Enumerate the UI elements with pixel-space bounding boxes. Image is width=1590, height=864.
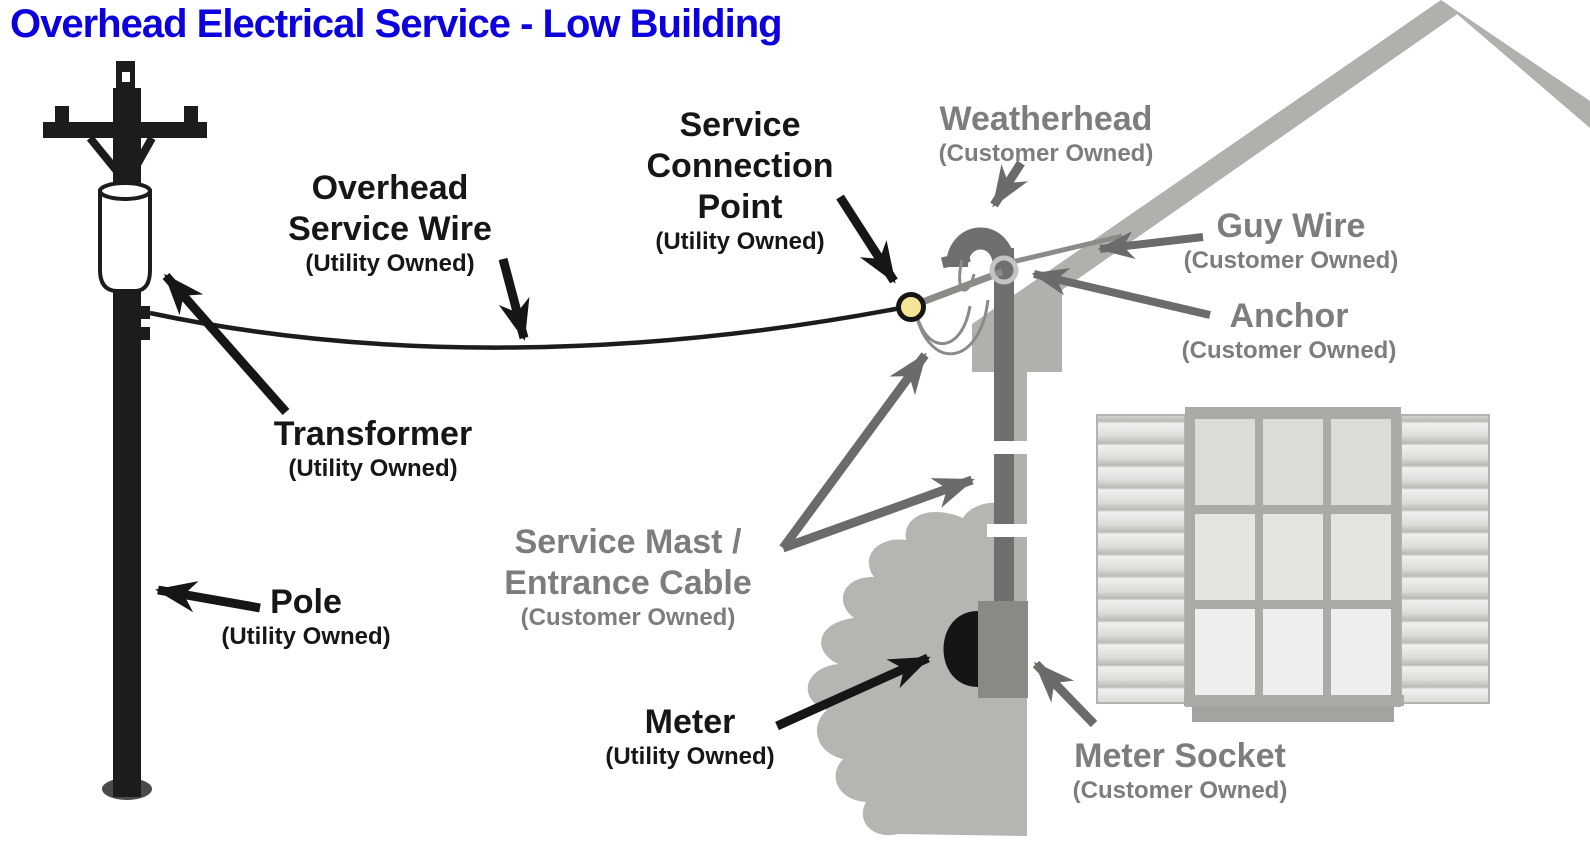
window-shutter-right (1401, 415, 1489, 703)
window-sill (1184, 695, 1404, 706)
weatherhead-arrow (994, 163, 1021, 205)
wire-attach-tab-upper (137, 306, 150, 319)
window-panes (1195, 419, 1391, 695)
crossarm-insulator-right (184, 106, 198, 122)
utility-pole-icon (43, 61, 207, 800)
label-anchor: Anchor (Customer Owned) (1181, 297, 1397, 364)
mast-strap-upper (987, 441, 1028, 454)
service-wire-line (150, 307, 906, 348)
transformer-arrow (166, 276, 286, 412)
wire-attach-tab-lower (137, 327, 150, 340)
house-corner-trim (1014, 372, 1027, 605)
page-title: Overhead Electrical Service - Low Building (10, 2, 782, 46)
house-window-icon (1097, 407, 1489, 722)
label-transformer: Transformer (Utility Owned) (273, 415, 473, 482)
window-sill-lower (1192, 706, 1394, 722)
crossarm (43, 122, 207, 138)
window-shutter-left (1097, 415, 1185, 703)
meter-socket-icon (978, 601, 1028, 698)
label-service-connection-point: Service Connection Point (Utility Owned) (646, 106, 834, 255)
crossarm-insulator-left (55, 106, 69, 122)
connection-point-arrow (840, 197, 894, 281)
service-wire-arrow (503, 259, 524, 338)
label-meter: Meter (Utility Owned) (605, 703, 775, 770)
label-meter-socket: Meter Socket (Customer Owned) (1072, 737, 1288, 804)
label-weatherhead: Weatherhead (Customer Owned) (938, 100, 1154, 167)
label-pole: Pole (Utility Owned) (221, 583, 391, 650)
label-overhead-service-wire: Overhead Service Wire (Utility Owned) (288, 169, 492, 277)
label-service-mast: Service Mast / Entrance Cable (Customer Owned) (504, 523, 752, 631)
meter-socket-arrow (1036, 664, 1094, 724)
mast-strap-lower (987, 524, 1028, 537)
connection-point-dot-icon (899, 295, 924, 320)
transformer-icon (100, 183, 150, 291)
label-guy-wire: Guy Wire (Customer Owned) (1183, 207, 1399, 274)
